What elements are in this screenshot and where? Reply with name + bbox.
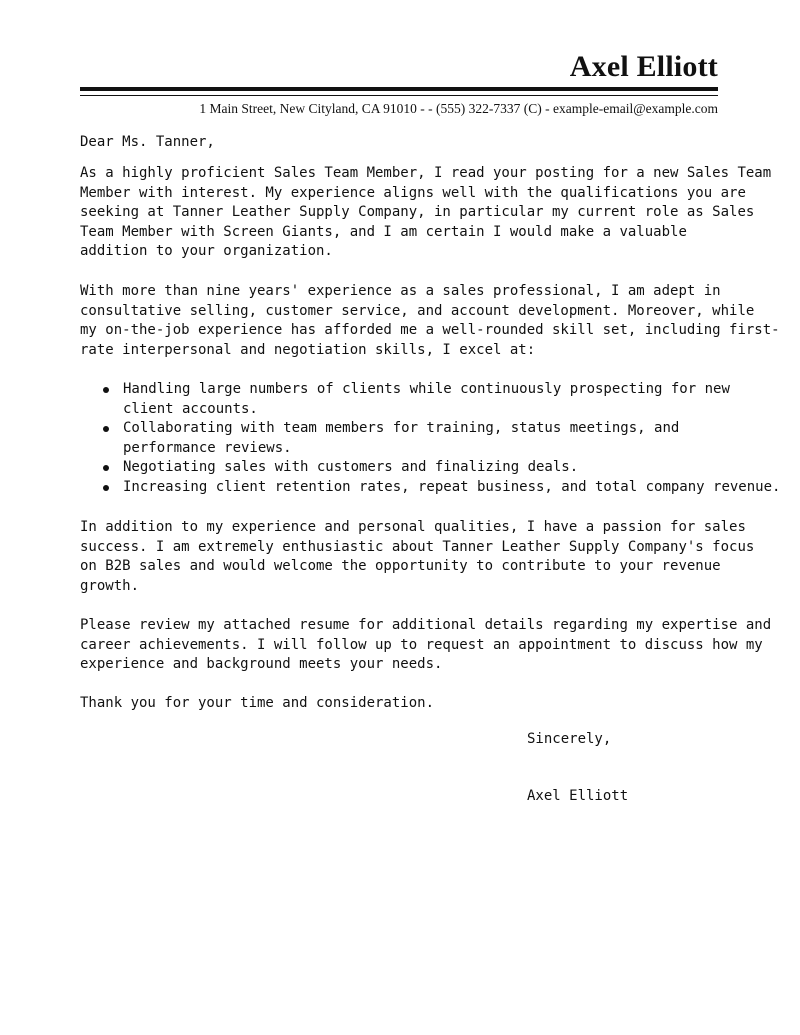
list-item-line: Handling large numbers of clients while continuously prospecting for new xyxy=(123,381,730,397)
paragraph-line: Team Member with Screen Giants, and I am certain I would make a valuable xyxy=(80,223,687,240)
paragraph-followup xyxy=(80,616,772,675)
paragraph-line: my on-the-job experience has afforded me a well-rounded skill set, including first- xyxy=(80,322,780,338)
paragraph-line: experience and background meets your needs. xyxy=(80,656,443,672)
paragraph-line: Member with interest. My experience aligns well with the qualifications you are xyxy=(80,184,746,201)
list-item-line: Collaborating with team members for training, status meetings, and xyxy=(123,420,680,436)
paragraph-line: consultative selling, customer service, and account development. Moreover, while xyxy=(80,302,755,319)
paragraph-passion xyxy=(80,518,755,596)
paragraph-line: addition to your organization. xyxy=(80,243,333,259)
salutation: Dear Ms. Tanner, xyxy=(80,134,215,150)
list-item xyxy=(80,419,730,458)
list-item-line: performance reviews. xyxy=(123,439,292,456)
paragraph-line: seeking at Tanner Leather Supply Company, in particular my current role as Sales xyxy=(80,204,755,220)
paragraph-thanks: Thank you for your time and consideration. xyxy=(80,695,435,711)
list-item xyxy=(80,458,730,478)
closing: Sincerely, xyxy=(527,731,612,747)
paragraph-intro xyxy=(80,164,772,262)
paragraph-line: With more than nine years' experience as a sales professional, I am adept in xyxy=(80,283,721,299)
paragraph-line: rate interpersonal and negotiation skills, I excel at: xyxy=(80,341,536,358)
bullet-icon xyxy=(103,387,109,393)
bullet-icon xyxy=(103,426,109,432)
paragraph-experience xyxy=(80,282,780,360)
list-item xyxy=(80,478,781,498)
paragraph-line: As a highly proficient Sales Team Member, I read your posting for a new Sales Team xyxy=(80,165,772,181)
bullet-icon xyxy=(103,465,109,471)
contact-info: 1 Main Street, New Cityland, CA 91010 - - (555) 322-7337 (C) - example-email@example.com xyxy=(199,101,718,116)
list-item-line: Increasing client retention rates, repeat business, and total company revenue. xyxy=(123,478,781,495)
header-rule-thin xyxy=(80,95,718,96)
paragraph-line: Please review my attached resume for additional details regarding my expertise and xyxy=(80,617,772,633)
skills-list xyxy=(80,380,781,497)
signature-name: Axel Elliott xyxy=(527,788,629,804)
paragraph-line: success. I am extremely enthusiastic about Tanner Leather Supply Company's focus xyxy=(80,538,755,555)
sender-name: Axel Elliott xyxy=(569,50,718,83)
list-item xyxy=(80,380,730,419)
list-item-line: Negotiating sales with customers and finalizing deals. xyxy=(123,459,579,475)
paragraph-line: career achievements. I will follow up to request an appointment to discuss how my xyxy=(80,636,763,653)
header-rule-thick xyxy=(80,87,718,91)
paragraph-line: on B2B sales and would welcome the opportunity to contribute to your revenue xyxy=(80,558,721,574)
paragraph-line: growth. xyxy=(80,577,140,594)
list-item-line: client accounts. xyxy=(123,400,258,417)
bullet-icon xyxy=(103,485,109,491)
paragraph-line: In addition to my experience and personal qualities, I have a passion for sales xyxy=(80,519,746,535)
